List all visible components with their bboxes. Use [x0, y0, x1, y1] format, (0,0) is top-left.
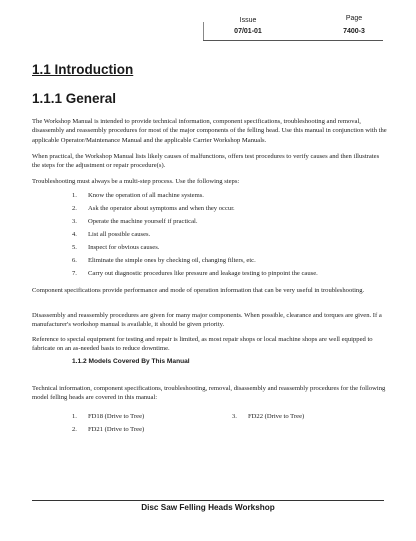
general-paragraph-5: Disassembly and reassembly procedures are given for many major components. When possible, clearance and torques are given. If a manufacturer's workshop manual is available, it should be given priority. — [32, 312, 382, 329]
step-text: Eliminate the simple ones by checking oil, changing filters, etc. — [88, 257, 256, 264]
step-text: Know the operation of all machine systems. — [88, 192, 204, 199]
model-number: 3. — [232, 413, 237, 420]
general-paragraph-1: The Workshop Manual is intended to provide technical information, component specifications, troubleshooting and removal, disassembly and reassembly procedures for most of the major components of the felling head. Use this manual in conjunction with the applicable Operator/Maintenance Manual and the applicable Carrier Workshop Manuals. — [32, 118, 387, 144]
model-text: FD21 (Drive to Tree) — [88, 426, 145, 433]
header-rule — [203, 40, 383, 41]
list-item — [72, 257, 256, 264]
list-item — [72, 244, 159, 251]
list-item — [72, 205, 235, 212]
general-paragraph-4: Component specifications provide performance and mode of operation information that can be very useful in troubleshooting. — [32, 287, 365, 294]
step-number: 7. — [72, 270, 77, 277]
general-paragraph-6: Reference to special equipment for testing and repair is limited, as most repair shops or local machine shops are well equipped to fabricate on an as-needed basis to reduce downtime. — [32, 336, 373, 353]
page-label: Page — [345, 15, 363, 22]
general-paragraph-2: When practical, the Workshop Manual lists likely causes of malfunctions, offers test procedures to verify causes and then illustrates the steps for the adjustment or repair procedure(s). — [32, 153, 380, 170]
model-number: 2. — [72, 426, 77, 433]
general-heading: 1.1.1 General — [32, 91, 117, 106]
step-text: Inspect for obvious causes. — [88, 244, 160, 251]
list-item — [232, 413, 304, 420]
footer-title: Disc Saw Felling Heads Workshop — [141, 503, 275, 512]
step-number: 2. — [72, 205, 77, 212]
list-item — [72, 218, 197, 225]
issue-label: Issue — [239, 17, 257, 24]
step-number: 3. — [72, 218, 77, 225]
list-item — [72, 413, 144, 420]
step-text: Operate the machine yourself if practical. — [88, 218, 198, 225]
model-text: FD18 (Drive to Tree) — [88, 413, 145, 420]
list-item — [72, 426, 144, 433]
issue-value: 07/01-01 — [234, 28, 262, 35]
step-number: 5. — [72, 244, 77, 251]
model-number: 1. — [72, 413, 77, 420]
step-text: List all possible causes. — [88, 231, 151, 238]
models-intro: Technical information, component specifications, troubleshooting, removal, disassembly and reassembly procedures for the following model felling heads are covered in this manual: — [32, 385, 386, 402]
list-item — [72, 192, 204, 199]
models-heading: 1.1.2 Models Covered By This Manual — [72, 358, 190, 365]
step-text: Carry out diagnostic procedures like pressure and leakage testing to pinpoint the cause. — [88, 270, 318, 277]
section-title: 1.1 Introduction — [32, 62, 134, 77]
page-value: 7400-3 — [343, 28, 365, 35]
general-paragraph-3: Troubleshooting must always be a multi-step process. Use the following steps: — [32, 178, 240, 185]
list-item — [72, 270, 318, 277]
footer-rule — [32, 500, 384, 501]
header-divider-vertical — [203, 22, 204, 40]
step-number: 4. — [72, 231, 77, 238]
step-number: 6. — [72, 257, 77, 264]
step-text: Ask the operator about symptoms and when they occur. — [88, 205, 235, 212]
model-text: FD22 (Drive to Tree) — [248, 413, 305, 420]
step-number: 1. — [72, 192, 77, 199]
list-item — [72, 231, 150, 238]
